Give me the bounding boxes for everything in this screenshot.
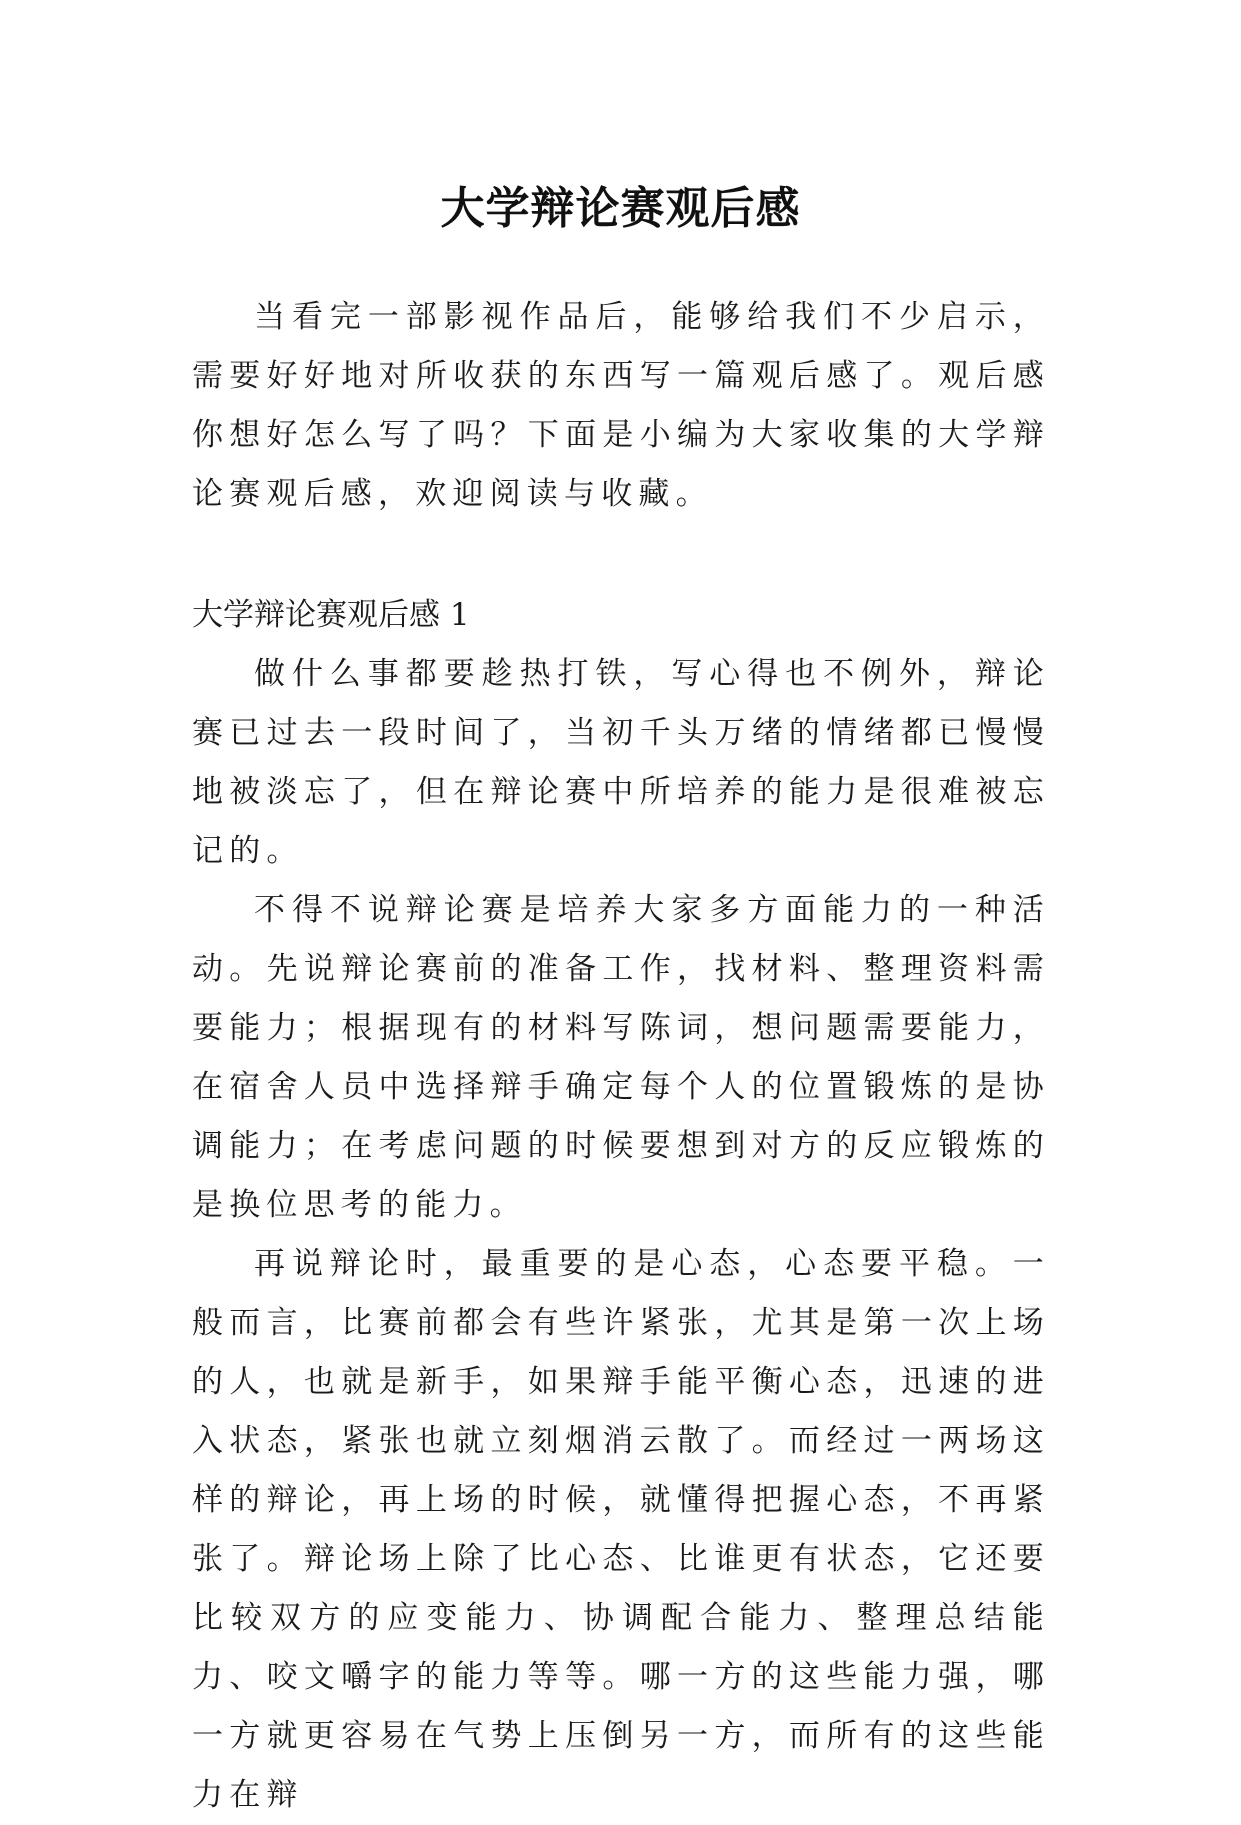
document-title: 大学辩论赛观后感 — [440, 183, 801, 235]
section-heading: 大学辩论赛观后感 1 — [192, 597, 470, 633]
body-paragraph: 做什么事都要趁热打铁，写心得也不例外，辩论赛已过去一段时间了，当初千头万绪的情绪都已慢慢地被淡忘了，但在辩论赛中所培养的能力是很难被忘记的。 — [192, 656, 1050, 869]
intro-paragraph: 当看完一部影视作品后，能够给我们不少启示，需要好好地对所收获的东西写一篇观后感了。观后感你想好怎么写了吗？下面是小编为大家收集的大学辩论赛观后感，欢迎阅读与收藏。 — [192, 299, 1050, 512]
body-paragraph: 再说辩论时，最重要的是心态，心态要平稳。一般而言，比赛前都会有些许紧张，尤其是第一次上场的人，也就是新手，如果辩手能平衡心态，迅速的进入状态，紧张也就立刻烟消云散了。而经过一两场这样的辩论，再上场的时候，就懂得把握心态，不再紧张了。辩论场上除了比心态、比谁更有状态，它还要比较双方的应变能力、协调配合能力、整理总结能力、咬文嚼字的能力等等。哪一方的这些能力强，哪一方就更容易在气势上压倒另一方，而所有的这些能力在辩 — [192, 1246, 1050, 1813]
document-body — [192, 288, 1050, 1825]
body-paragraph: 不得不说辩论赛是培养大家多方面能力的一种活动。先说辩论赛前的准备工作，找材料、整理资料需要能力；根据现有的材料写陈词，想问题需要能力，在宿舍人员中选择辩手确定每个人的位置锻炼的是协调能力；在考虑问题的时候要想到对方的反应锻炼的是换位思考的能力。 — [192, 892, 1050, 1223]
